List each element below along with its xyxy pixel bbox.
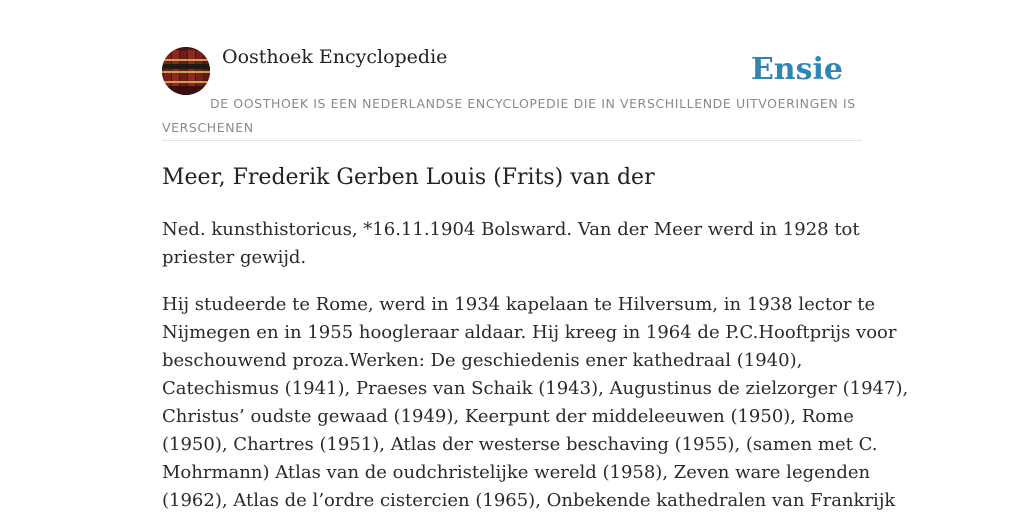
article-paragraph-1 <box>162 216 862 272</box>
article-title: Meer, Frederik Gerben Louis (Frits) van der <box>162 165 655 190</box>
brand-logo[interactable]: Ensie <box>750 52 843 87</box>
paragraph-line: beschouwend proza.Werken: De geschiedenis ener kathedraal (1940), <box>162 350 803 371</box>
site-avatar[interactable] <box>162 47 210 95</box>
paragraph-line: Christus’ oudste gewaad (1949), Keerpunt der middeleeuwen (1950), Rome <box>162 406 854 427</box>
site-header <box>162 44 862 141</box>
paragraph-line: priester gewijd. <box>162 247 307 268</box>
paragraph-line: Nijmegen en in 1955 hoogleraar aldaar. Hij kreeg in 1964 de P.C.Hooftprijs voor <box>162 322 897 343</box>
article-paragraph-2 <box>162 291 909 512</box>
paragraph-line: (1950), Chartres (1951), Atlas der westerse beschaving (1955), (samen met C. <box>162 434 878 455</box>
paragraph-line: (1962), Atlas de l’ordre cistercien (1965), Onbekende kathedralen van Frankrijk <box>162 490 896 511</box>
paragraph-line: Catechismus (1941), Praeses van Schaik (1943), Augustinus de zielzorger (1947), <box>162 378 909 399</box>
encyclopedia-books-icon <box>162 47 210 95</box>
paragraph-line: Hij studeerde te Rome, werd in 1934 kapelaan te Hilversum, in 1938 lector te <box>162 294 876 315</box>
site-name[interactable]: Oosthoek Encyclopedie <box>222 46 448 68</box>
paragraph-line: Mohrmann) Atlas van de oudchristelijke wereld (1958), Zeven ware legenden <box>162 462 871 483</box>
paragraph-line: Ned. kunsthistoricus, *16.11.1904 Bolsward. Van der Meer werd in 1928 tot <box>162 219 860 240</box>
site-tagline: DE OOSTHOEK IS EEN NEDERLANDSE ENCYCLOPEDIE DIE IN VERSCHILLENDE UITVOERINGEN IS VERSCHENEN <box>162 96 856 135</box>
